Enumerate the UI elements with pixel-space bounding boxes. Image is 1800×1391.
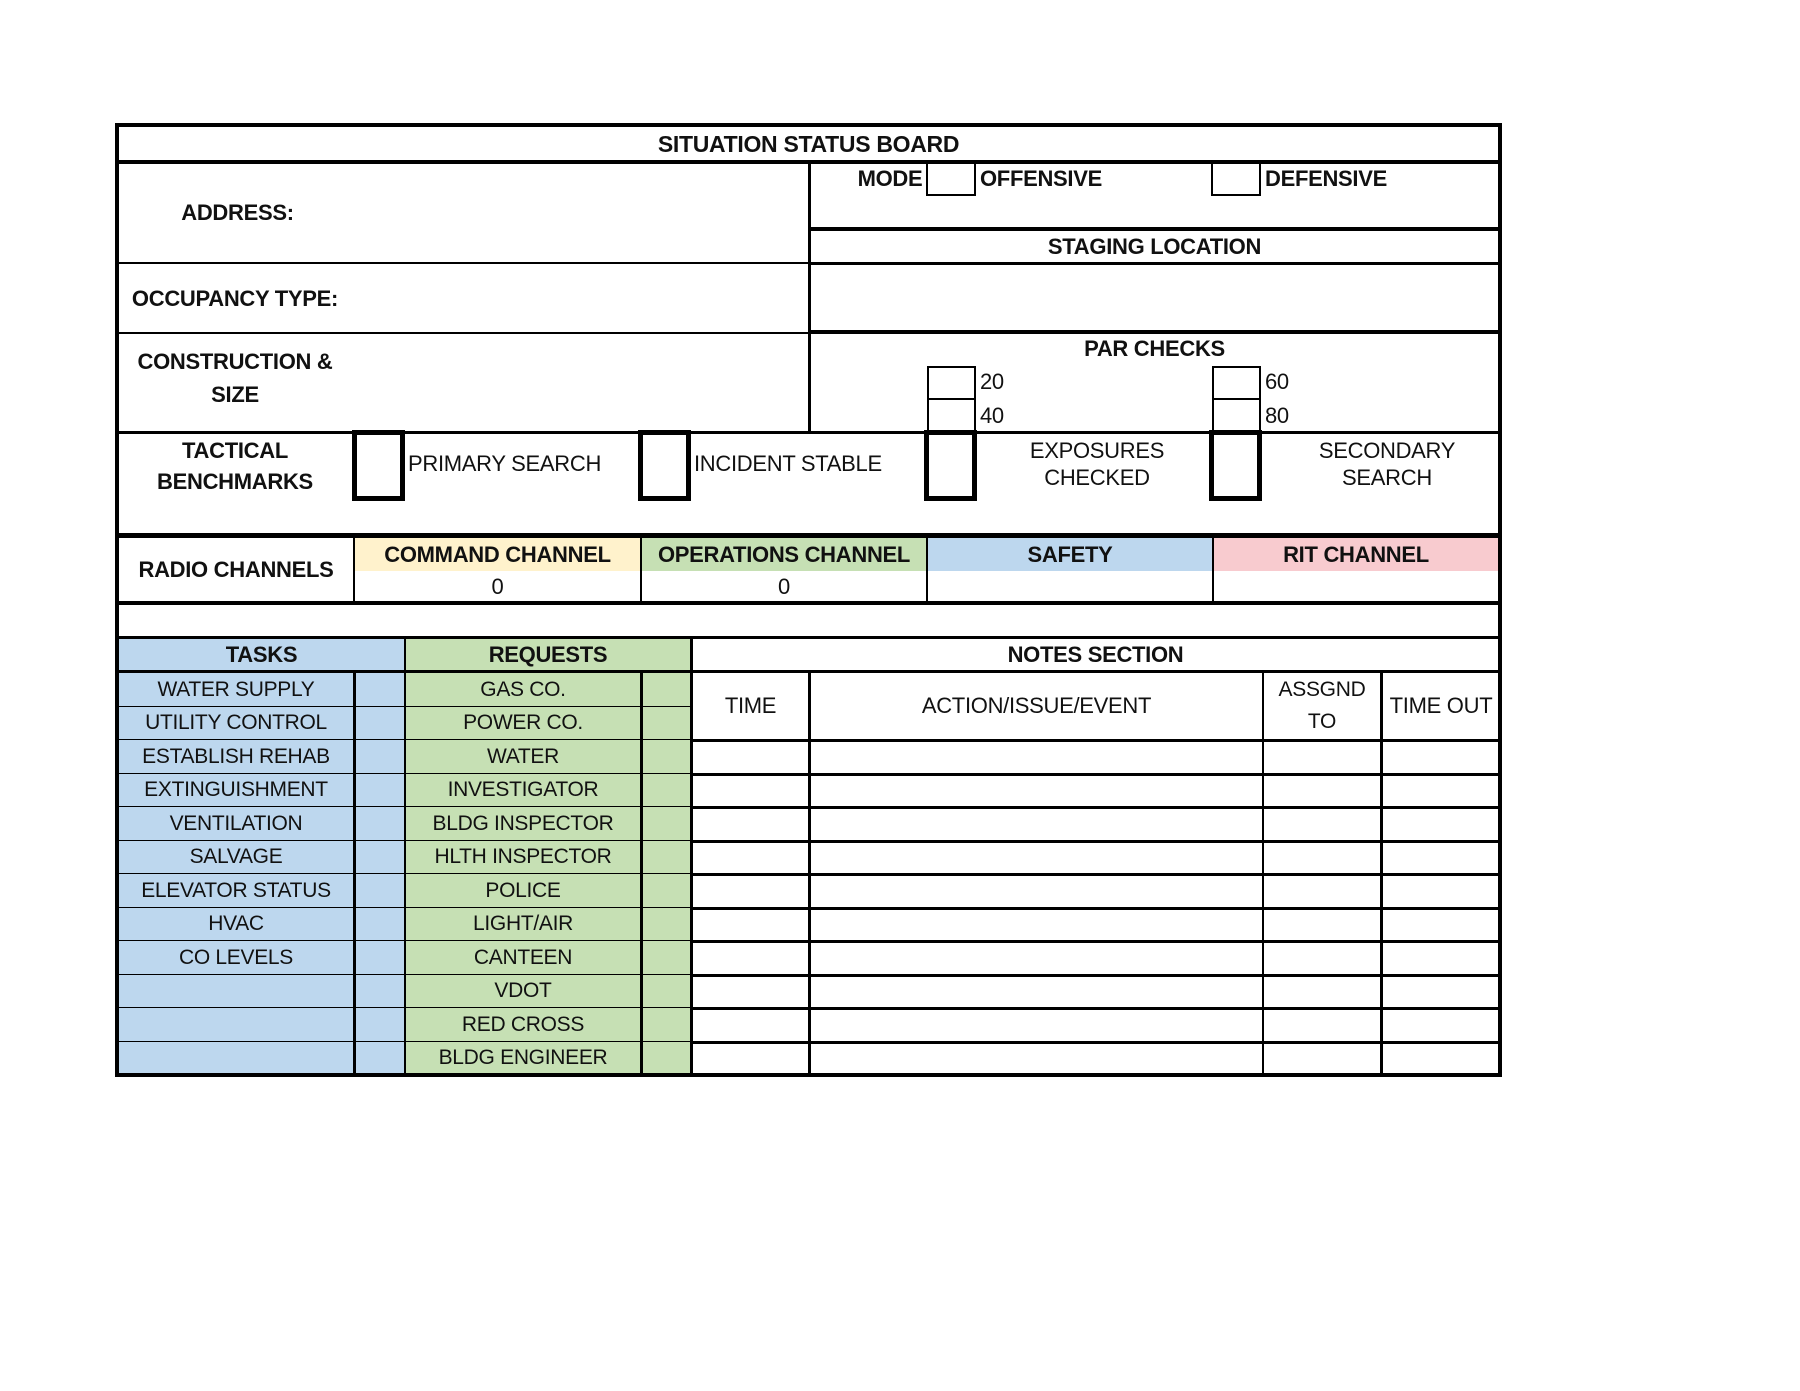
notes-time-out-cell[interactable] xyxy=(1384,1044,1498,1074)
notes-col-time-out: TIME OUT xyxy=(1389,693,1493,719)
notes-time-out-cell[interactable] xyxy=(1384,843,1498,873)
par-40-label: 40 xyxy=(980,403,1004,429)
notes-col-assigned-line2: TO xyxy=(1307,709,1337,733)
notes-time-cell[interactable] xyxy=(694,843,807,873)
task-item: CO LEVELS xyxy=(178,945,294,969)
request-item: VDOT xyxy=(494,979,552,1003)
notes-time-out-cell[interactable] xyxy=(1384,742,1498,773)
mode-defensive-label: DEFENSIVE xyxy=(1265,166,1387,192)
notes-assigned-cell[interactable] xyxy=(1265,876,1379,907)
safety-channel-label: SAFETY xyxy=(1027,541,1113,567)
task-item xyxy=(119,1042,353,1075)
request-item: HLTH INSPECTOR xyxy=(434,845,612,869)
notes-action-cell[interactable] xyxy=(812,1044,1261,1074)
task-item: VENTILATION xyxy=(169,811,303,835)
notes-time-out-cell[interactable] xyxy=(1384,977,1498,1007)
task-status-cell[interactable] xyxy=(356,874,404,908)
notes-time-out-cell[interactable] xyxy=(1384,776,1498,806)
notes-col-time: TIME xyxy=(724,693,777,719)
par-60-checkbox[interactable] xyxy=(1212,366,1261,400)
notes-section-header: NOTES SECTION xyxy=(1007,642,1184,668)
operations-channel-label: OPERATIONS CHANNEL xyxy=(657,541,911,567)
radio-channels-label: RADIO CHANNELS xyxy=(138,557,334,583)
notes-assigned-cell[interactable] xyxy=(1265,776,1379,806)
task-status-cell[interactable] xyxy=(356,1042,404,1075)
notes-assigned-cell[interactable] xyxy=(1265,843,1379,873)
tasks-header: TASKS xyxy=(225,642,298,668)
request-status-cell[interactable] xyxy=(643,774,690,807)
task-item: SALVAGE xyxy=(189,845,283,869)
task-item: ESTABLISH REHAB xyxy=(142,744,330,768)
divider xyxy=(808,162,811,434)
task-status-cell[interactable] xyxy=(356,673,404,707)
command-channel-value[interactable]: 0 xyxy=(491,573,504,599)
rit-channel-label: RIT CHANNEL xyxy=(1283,541,1429,567)
construction-size-field[interactable] xyxy=(355,336,805,430)
secondary-search-checkbox[interactable] xyxy=(1209,430,1262,501)
divider xyxy=(115,601,1502,605)
task-item xyxy=(119,975,353,1008)
request-status-cell[interactable] xyxy=(643,874,690,908)
task-status-cell[interactable] xyxy=(356,908,404,941)
task-status-cell[interactable] xyxy=(356,807,404,841)
request-item: WATER xyxy=(487,744,559,768)
request-status-cell[interactable] xyxy=(643,975,690,1008)
request-status-cell[interactable] xyxy=(643,908,690,941)
tactical-label-line2: BENCHMARKS xyxy=(157,469,313,495)
par-80-checkbox[interactable] xyxy=(1212,398,1261,434)
task-status-cell[interactable] xyxy=(356,707,404,740)
notes-col-action: ACTION/ISSUE/EVENT xyxy=(921,693,1152,719)
incident-stable-checkbox[interactable] xyxy=(638,430,691,501)
address-field[interactable] xyxy=(330,166,804,260)
notes-col-assigned-line1: ASSGND xyxy=(1278,677,1366,701)
request-status-cell[interactable] xyxy=(643,1042,690,1075)
construction-label-line2: SIZE xyxy=(211,382,259,408)
notes-action-cell[interactable] xyxy=(812,1010,1261,1041)
notes-action-cell[interactable] xyxy=(812,843,1261,873)
request-item: LIGHT/AIR xyxy=(473,912,573,936)
notes-action-cell[interactable] xyxy=(812,943,1261,974)
request-item: BLDG INSPECTOR xyxy=(432,811,614,835)
par-20-label: 20 xyxy=(980,369,1004,395)
request-item: INVESTIGATOR xyxy=(447,778,599,802)
request-status-cell[interactable] xyxy=(643,740,690,774)
board-title: SITUATION STATUS BOARD xyxy=(657,130,960,157)
notes-action-cell[interactable] xyxy=(812,876,1261,907)
request-item: POWER CO. xyxy=(463,711,583,735)
divider xyxy=(115,332,811,334)
notes-assigned-cell[interactable] xyxy=(1265,977,1379,1007)
task-item: WATER SUPPLY xyxy=(157,677,315,701)
par-checks-label: PAR CHECKS xyxy=(1084,336,1225,362)
notes-time-cell[interactable] xyxy=(694,1010,807,1041)
construction-label-line1: CONSTRUCTION & xyxy=(137,349,333,375)
primary-search-label: PRIMARY SEARCH xyxy=(408,451,602,477)
task-status-cell[interactable] xyxy=(356,1008,404,1042)
staging-location-label: STAGING LOCATION xyxy=(1047,234,1262,260)
task-status-cell[interactable] xyxy=(356,774,404,807)
exposures-checked-checkbox[interactable] xyxy=(924,430,977,501)
notes-time-cell[interactable] xyxy=(694,910,807,940)
request-status-cell[interactable] xyxy=(643,807,690,841)
task-item: ELEVATOR STATUS xyxy=(141,878,331,902)
notes-time-out-cell[interactable] xyxy=(1384,876,1498,907)
par-80-label: 80 xyxy=(1265,403,1289,429)
command-channel-label: COMMAND CHANNEL xyxy=(384,541,611,567)
request-item: BLDG ENGINEER xyxy=(438,1046,608,1070)
requests-header: REQUESTS xyxy=(488,642,608,668)
exposures-checked-label: EXPOSURES CHECKED xyxy=(1029,437,1165,490)
task-item: EXTINGUISHMENT xyxy=(144,778,328,802)
request-item: GAS CO. xyxy=(480,677,566,701)
mode-label: MODE xyxy=(857,166,923,192)
request-status-cell[interactable] xyxy=(643,1008,690,1042)
task-status-cell[interactable] xyxy=(356,975,404,1008)
operations-channel-value[interactable]: 0 xyxy=(778,573,790,599)
divider xyxy=(808,262,1502,265)
notes-action-cell[interactable] xyxy=(812,977,1261,1007)
request-status-cell[interactable] xyxy=(643,673,690,707)
divider xyxy=(115,1073,1502,1077)
request-status-cell[interactable] xyxy=(643,941,690,975)
request-status-cell[interactable] xyxy=(643,707,690,740)
mode-offensive-checkbox[interactable] xyxy=(926,164,976,196)
notes-assigned-cell[interactable] xyxy=(1265,809,1379,840)
task-item xyxy=(119,1008,353,1042)
mode-defensive-checkbox[interactable] xyxy=(1211,164,1261,196)
par-60-label: 60 xyxy=(1265,369,1289,395)
notes-assigned-cell[interactable] xyxy=(1265,742,1379,773)
notes-time-cell[interactable] xyxy=(694,1044,807,1074)
notes-action-cell[interactable] xyxy=(812,776,1261,806)
notes-time-out-cell[interactable] xyxy=(1384,809,1498,840)
par-40-checkbox[interactable] xyxy=(927,398,976,434)
notes-time-cell[interactable] xyxy=(694,977,807,1007)
notes-action-cell[interactable] xyxy=(812,742,1261,773)
notes-time-cell[interactable] xyxy=(694,943,807,974)
rit-channel-value[interactable] xyxy=(1214,571,1498,602)
divider xyxy=(115,262,811,264)
task-status-cell[interactable] xyxy=(356,941,404,975)
notes-action-cell[interactable] xyxy=(812,809,1261,840)
secondary-search-label: SECONDARY SEARCH xyxy=(1318,437,1456,490)
request-item: RED CROSS xyxy=(461,1012,585,1036)
notes-time-out-cell[interactable] xyxy=(1384,943,1498,974)
notes-time-cell[interactable] xyxy=(694,742,807,773)
staging-location-field[interactable] xyxy=(812,266,1498,330)
task-status-cell[interactable] xyxy=(356,740,404,774)
notes-time-out-cell[interactable] xyxy=(1384,910,1498,940)
notes-time-out-cell[interactable] xyxy=(1384,1010,1498,1041)
tactical-label-line1: TACTICAL xyxy=(182,438,288,464)
notes-action-cell[interactable] xyxy=(812,910,1261,940)
address-label: ADDRESS: xyxy=(181,200,294,226)
occupancy-type-label: OCCUPANCY TYPE: xyxy=(131,286,339,312)
notes-assigned-cell[interactable] xyxy=(1265,1010,1379,1041)
task-item: UTILITY CONTROL xyxy=(145,711,327,735)
request-item: CANTEEN xyxy=(473,945,573,969)
par-20-checkbox[interactable] xyxy=(927,366,976,400)
notes-time-cell[interactable] xyxy=(694,776,807,806)
safety-channel-value[interactable] xyxy=(928,571,1212,602)
primary-search-checkbox[interactable] xyxy=(352,430,405,501)
mode-offensive-label: OFFENSIVE xyxy=(980,166,1102,192)
notes-time-cell[interactable] xyxy=(694,809,807,840)
request-item: POLICE xyxy=(485,878,561,902)
task-status-cell[interactable] xyxy=(356,841,404,874)
notes-assigned-cell[interactable] xyxy=(1265,1044,1379,1074)
notes-time-cell[interactable] xyxy=(694,876,807,907)
task-item: HVAC xyxy=(208,912,264,936)
notes-assigned-cell[interactable] xyxy=(1265,910,1379,940)
request-status-cell[interactable] xyxy=(643,841,690,874)
incident-stable-label: INCIDENT STABLE xyxy=(694,451,882,477)
notes-assigned-cell[interactable] xyxy=(1265,943,1379,974)
occupancy-type-field[interactable] xyxy=(350,266,804,332)
